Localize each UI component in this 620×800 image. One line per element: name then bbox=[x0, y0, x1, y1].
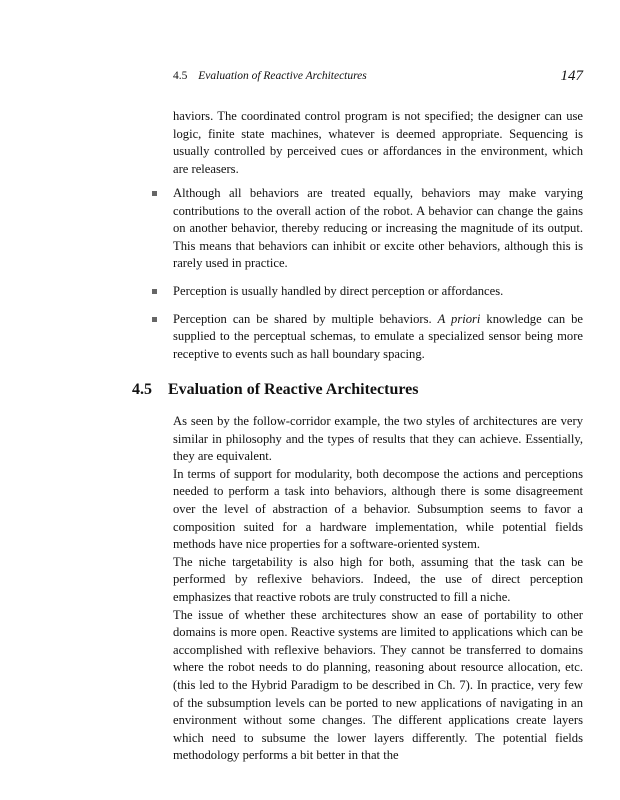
bullet-text-pre: Perception can be shared by multiple behaviors. bbox=[173, 311, 438, 326]
bullet-text-italic: A priori bbox=[437, 311, 481, 326]
section-heading bbox=[132, 381, 582, 399]
bullet-text-post: knowledge can be supplied to the perceptual schemas, to emulate a specialized sensor being more receptive to events such as hall boundary spacing. bbox=[173, 311, 583, 361]
paragraph: In terms of support for modularity, both decompose the actions and perceptions needed to perform a task into behaviors, although there is some disagreement over the level of abstraction of a behavior. Subsumption seems to favor a composition suited for a hardware implementation, while potential fields methods have nice properties for a software-oriented system. bbox=[173, 466, 583, 552]
paragraph: The issue of whether these architectures show an ease of portability to other domains is more open. Reactive systems are limited to applications which can be accomplished with reflexive behaviors. They cannot be transferred to domains where the robot needs to do planning, reasoning about resource allocation, etc. (this led to the Hybrid Paradigm to be described in Ch. 7). In practice, very few of the subsumption levels can be ported to new applications of navigating in an environment without some changes. The different applications create layers which need to subsume the lower layers differently. The potential fields methodology performs a bit better in that the bbox=[173, 607, 583, 763]
paragraph: The niche targetability is also high for both, assuming that the task can be performed by reflexive behaviors. Indeed, the use of direct perception emphasizes that reactive robots are truly constructed to fill a niche. bbox=[173, 554, 583, 604]
square-bullet-icon bbox=[152, 191, 157, 196]
section-number: 4.5 bbox=[132, 381, 152, 398]
page-number: 147 bbox=[560, 68, 583, 84]
section-body bbox=[173, 413, 583, 765]
running-header bbox=[173, 70, 583, 88]
section-title: Evaluation of Reactive Architectures bbox=[168, 381, 419, 398]
continuation-text: haviors. The coordinated control program is not specified; the designer can use logic, finite state machines, whatever is deemed appropriate. Sequencing is usually controlled by perceived cues or affordances in the environment, which are releasers. bbox=[173, 109, 583, 176]
header-section-number: 4.5 bbox=[173, 70, 188, 82]
bullet-item bbox=[152, 311, 583, 364]
square-bullet-icon bbox=[152, 317, 157, 322]
continuation-paragraph bbox=[173, 108, 583, 178]
header-section-title: Evaluation of Reactive Architectures bbox=[198, 70, 367, 82]
bullet-list bbox=[152, 185, 583, 373]
bullet-text: Although all behaviors are treated equally, behaviors may make varying contributions to the overall action of the robot. A behavior can change the gains on another behavior, thereby reducing or increasing the magnitude of its output. This means that behaviors can inhibit or excite other behaviors, although this is rarely used in practice. bbox=[173, 186, 583, 271]
paragraph: As seen by the follow-corridor example, the two styles of architectures are very similar in philosophy and the types of results that they can achieve. Essentially, they are equivalent. bbox=[173, 414, 583, 464]
bullet-item bbox=[152, 185, 583, 273]
bullet-item bbox=[152, 283, 583, 301]
bullet-text: Perception is usually handled by direct perception or affordances. bbox=[173, 283, 504, 298]
square-bullet-icon bbox=[152, 289, 157, 294]
